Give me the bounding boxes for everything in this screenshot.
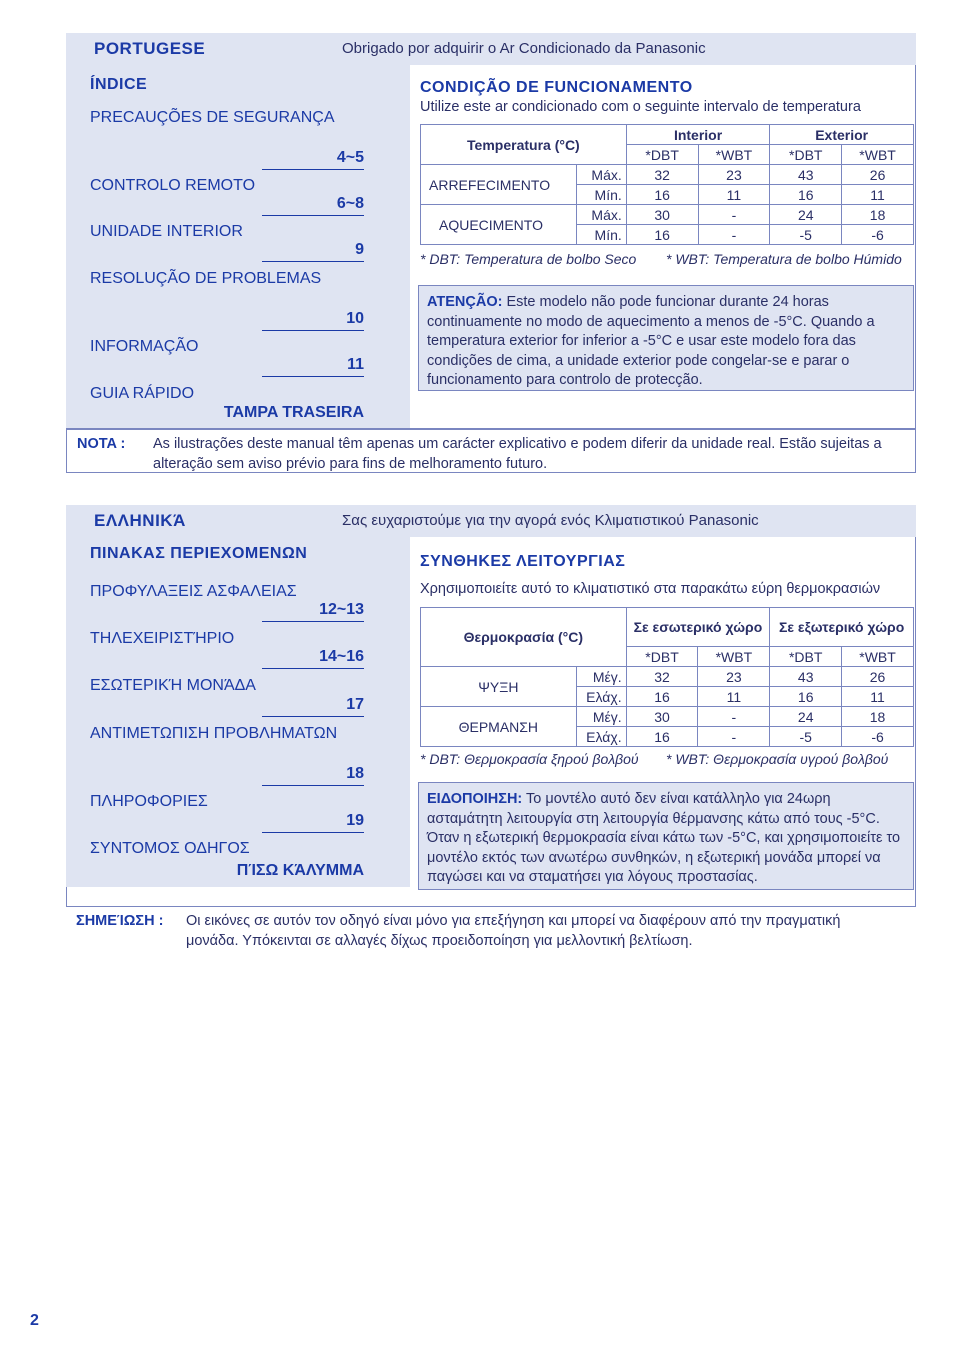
table-cell: 32 (626, 667, 698, 687)
pt-cool-min-label: Mín. (576, 185, 626, 205)
table-cell: - (698, 205, 770, 225)
el-toc-item-back-cover[interactable]: ΠΊΣΩ ΚΆΛΥΜΜΑ (236, 862, 364, 879)
table-cell: 11 (698, 687, 770, 707)
table-cell: -6 (842, 727, 914, 747)
table-cell: - (698, 727, 770, 747)
el-dbt-note: * DBT: Θερμοκρασία ξηρού βολβού (420, 751, 639, 767)
pt-thanks-text: Obrigado por adquirir o Ar Condicionado da Panasonic (342, 40, 706, 57)
pt-language-title: PORTUGESE (94, 39, 206, 58)
el-heat-max-label: Μέγ. (576, 707, 626, 727)
pt-heat-max-label: Máx. (576, 205, 626, 225)
table-cell: 26 (842, 667, 914, 687)
el-toc-item-quick-guide[interactable]: ΣΥΝΤΟΜΟΣ ΟΔΗΓΟΣ (90, 840, 250, 857)
el-toc-item-troubleshooting[interactable]: ΑΝΤΙΜΕΤΩΠΙΣΗ ΠΡΟΒΛΗΜΑΤΩΝ (90, 725, 338, 742)
pt-toc-title: ÍNDICE (90, 76, 148, 93)
pt-heat-min-label: Mín. (576, 225, 626, 245)
el-note-box (66, 907, 916, 951)
el-language-title: ΕΛΛΗΝΙΚΆ (94, 511, 186, 530)
el-indoor-dbt: *DBT (626, 647, 698, 667)
pt-toc-item-remote[interactable]: CONTROLO REMOTO (90, 177, 256, 194)
el-warning-box (418, 782, 914, 890)
table-cell: 16 (626, 185, 698, 205)
el-warning-label: ΕΙΔΟΠΟΙΗΣΗ: (427, 791, 523, 807)
table-cell: 43 (770, 667, 842, 687)
pt-outdoor-wbt: *WBT (842, 145, 914, 165)
el-toc-item-remote[interactable]: ΤΗΛΕΧΕΙΡΙΣΤΉΡΙΟ (90, 630, 235, 647)
pt-toc-page-remote: 6~8 (262, 195, 364, 216)
el-cool-max-label: Μέγ. (576, 667, 626, 687)
table-cell: - (698, 707, 770, 727)
table-cell: 23 (698, 165, 770, 185)
table-cell: 23 (698, 667, 770, 687)
el-toc-item-indoor[interactable]: ΕΣΩΤΕΡΙΚΉ ΜΟΝΆΔΑ (90, 677, 256, 694)
el-toc-item-safety[interactable]: ΠΡΟΦΥΛΑΞΕΙΣ ΑΣΦΑΛΕΙΑΣ (90, 583, 297, 600)
table-cell: 16 (626, 687, 698, 707)
page-number: 2 (30, 1312, 39, 1329)
pt-warning-box (418, 285, 914, 391)
table-cell: 16 (770, 687, 842, 707)
pt-wbt-note: * WBT: Temperatura de bolbo Húmido (666, 251, 902, 267)
el-wbt-note: * WBT: Θερμοκρασία υγρού βολβού (666, 751, 889, 767)
el-heat-min-label: Ελάχ. (576, 727, 626, 747)
el-toc-title: ΠΙΝΑΚΑΣ ΠΕΡΙΕΧΟΜΕΝΩΝ (90, 545, 308, 562)
pt-toc-page-troubleshooting: 10 (262, 310, 364, 331)
el-toc-page-troubleshooting: 18 (262, 765, 364, 786)
pt-header-bar (66, 33, 916, 65)
el-temp-header: Θερμοκρασία (°C) (421, 608, 627, 667)
table-cell: 11 (698, 185, 770, 205)
pt-cool-max-label: Máx. (576, 165, 626, 185)
el-indoor-header: Σε εσωτερικό χώρο (626, 608, 770, 647)
pt-toc-item-quick-guide[interactable]: GUIA RÁPIDO (90, 385, 195, 402)
table-cell: 18 (842, 205, 914, 225)
pt-conditions-title: CONDIÇÃO DE FUNCIONAMENTO (420, 79, 693, 96)
pt-toc-panel (66, 65, 410, 428)
el-cool-min-label: Ελάχ. (576, 687, 626, 707)
table-cell: 26 (842, 165, 914, 185)
el-note-label: ΣΗΜΕΊΩΣΗ : (76, 913, 164, 929)
table-cell: 30 (626, 205, 698, 225)
table-cell: -5 (770, 727, 842, 747)
pt-toc-item-information[interactable]: INFORMAÇÃO (90, 338, 199, 355)
pt-dbt-note: * DBT: Temperatura de bolbo Seco (420, 251, 637, 267)
el-outdoor-dbt: *DBT (770, 647, 842, 667)
el-toc-item-information[interactable]: ΠΛΗΡΟΦΟΡΙΕΣ (90, 793, 208, 810)
el-cooling-label: ΨΥΞΗ (421, 667, 577, 707)
pt-conditions-subtitle: Utilize este ar condicionado com o seguinte intervalo de temperatura (420, 99, 861, 115)
el-note-text: Οι εικόνες σε αυτόν τον οδηγό είναι μόνο για επεξήγηση και μπορεί να διαφέρουν από την πραγματική μονάδα. Υπόκεινται σε αλλαγές δίχως προειδοποίηση για μελλοντική βελτίωση. (186, 913, 841, 949)
el-toc-page-safety: 12~13 (262, 601, 364, 622)
pt-heating-label: AQUECIMENTO (421, 205, 577, 245)
pt-indoor-header: Interior (626, 125, 770, 145)
table-cell: -6 (842, 225, 914, 245)
el-toc-page-remote: 14~16 (262, 648, 364, 669)
el-outdoor-header: Σε εξωτερικό χώρο (770, 608, 914, 647)
el-toc-page-information: 19 (262, 812, 364, 833)
pt-temp-header: Temperatura (°C) (421, 125, 627, 165)
pt-toc-page-indoor: 9 (262, 241, 364, 262)
table-cell: 16 (770, 185, 842, 205)
table-cell: 18 (842, 707, 914, 727)
pt-note-box (66, 429, 916, 473)
pt-toc-page-information: 11 (262, 356, 364, 377)
table-cell: 30 (626, 707, 698, 727)
table-cell: -5 (770, 225, 842, 245)
pt-indoor-wbt: *WBT (698, 145, 770, 165)
table-cell: 24 (770, 707, 842, 727)
table-cell: 32 (626, 165, 698, 185)
pt-toc-page-safety: 4~5 (262, 149, 364, 170)
el-thanks-text: Σας ευχαριστούμε για την αγορά ενός Κλιματιστικού Panasonic (342, 512, 759, 529)
pt-note-text: As ilustrações deste manual têm apenas um carácter explicativo e podem diferir da unidade real. Estão sujeitas a alteração sem aviso prévio para fins de melhoramento futuro. (153, 436, 882, 472)
el-outdoor-wbt: *WBT (842, 647, 914, 667)
pt-note-label: NOTA : (77, 436, 126, 452)
pt-toc-item-safety[interactable]: PRECAUÇÕES DE SEGURANÇA (90, 109, 335, 126)
el-temperature-table (420, 607, 914, 747)
el-toc-page-indoor: 17 (262, 696, 364, 717)
el-indoor-wbt: *WBT (698, 647, 770, 667)
table-cell: 24 (770, 205, 842, 225)
pt-toc-item-back-cover[interactable]: TAMPA TRASEIRA (223, 404, 364, 421)
pt-indoor-dbt: *DBT (626, 145, 698, 165)
el-conditions-title: ΣΥΝΘΗΚΕΣ ΛΕΙΤΟΥΡΓΙΑΣ (420, 553, 626, 570)
table-cell: 16 (626, 225, 698, 245)
pt-warning-text: Este modelo não pode funcionar durante 24 horas continuamente no modo de aquecimento a menos de -5°C. Quando a temperatura exterior for inferior a -5°C e usar este modelo fora das condições de cima, a unidade exterior pode congelar-se e parar o funcionamento para controlo de protecção. (427, 294, 875, 388)
el-warning-text: Το μοντέλο αυτό δεν είναι κατάλληλο για 24ωρη ασταμάτητη λειτουργία στη λειτουργία θέρμανσης κάτω από τους -5°C. Όταν η εξωτερική θερμοκρασία είναι κάτω των -5°C, και χρησιμοποιείτε το μοντέλο εκτός των ανωτέρω συνθηκών, η εξωτερική μονάδα μπορεί να παγώσει και να σταματήσει για λόγους προστασίας. (427, 791, 901, 885)
table-cell: 11 (842, 687, 914, 707)
pt-toc-item-troubleshooting[interactable]: RESOLUÇÃO DE PROBLEMAS (90, 270, 322, 287)
table-cell: 11 (842, 185, 914, 205)
table-cell: 43 (770, 165, 842, 185)
el-header-bar (66, 505, 916, 537)
el-conditions-subtitle: Χρησιμοποιείτε αυτό το κλιματιστικό στα παρακάτω εύρη θερμοκρασιών (420, 581, 881, 597)
pt-toc-item-indoor[interactable]: UNIDADE INTERIOR (90, 223, 243, 240)
pt-cooling-label: ARREFECIMENTO (421, 165, 577, 205)
el-toc-panel (66, 537, 410, 887)
el-heating-label: ΘΕΡΜΑΝΣΗ (421, 707, 577, 747)
pt-temperature-table (420, 124, 914, 245)
pt-outdoor-header: Exterior (770, 125, 914, 145)
pt-warning-label: ATENÇÃO: (427, 294, 503, 310)
table-cell: - (698, 225, 770, 245)
pt-outdoor-dbt: *DBT (770, 145, 842, 165)
table-cell: 16 (626, 727, 698, 747)
